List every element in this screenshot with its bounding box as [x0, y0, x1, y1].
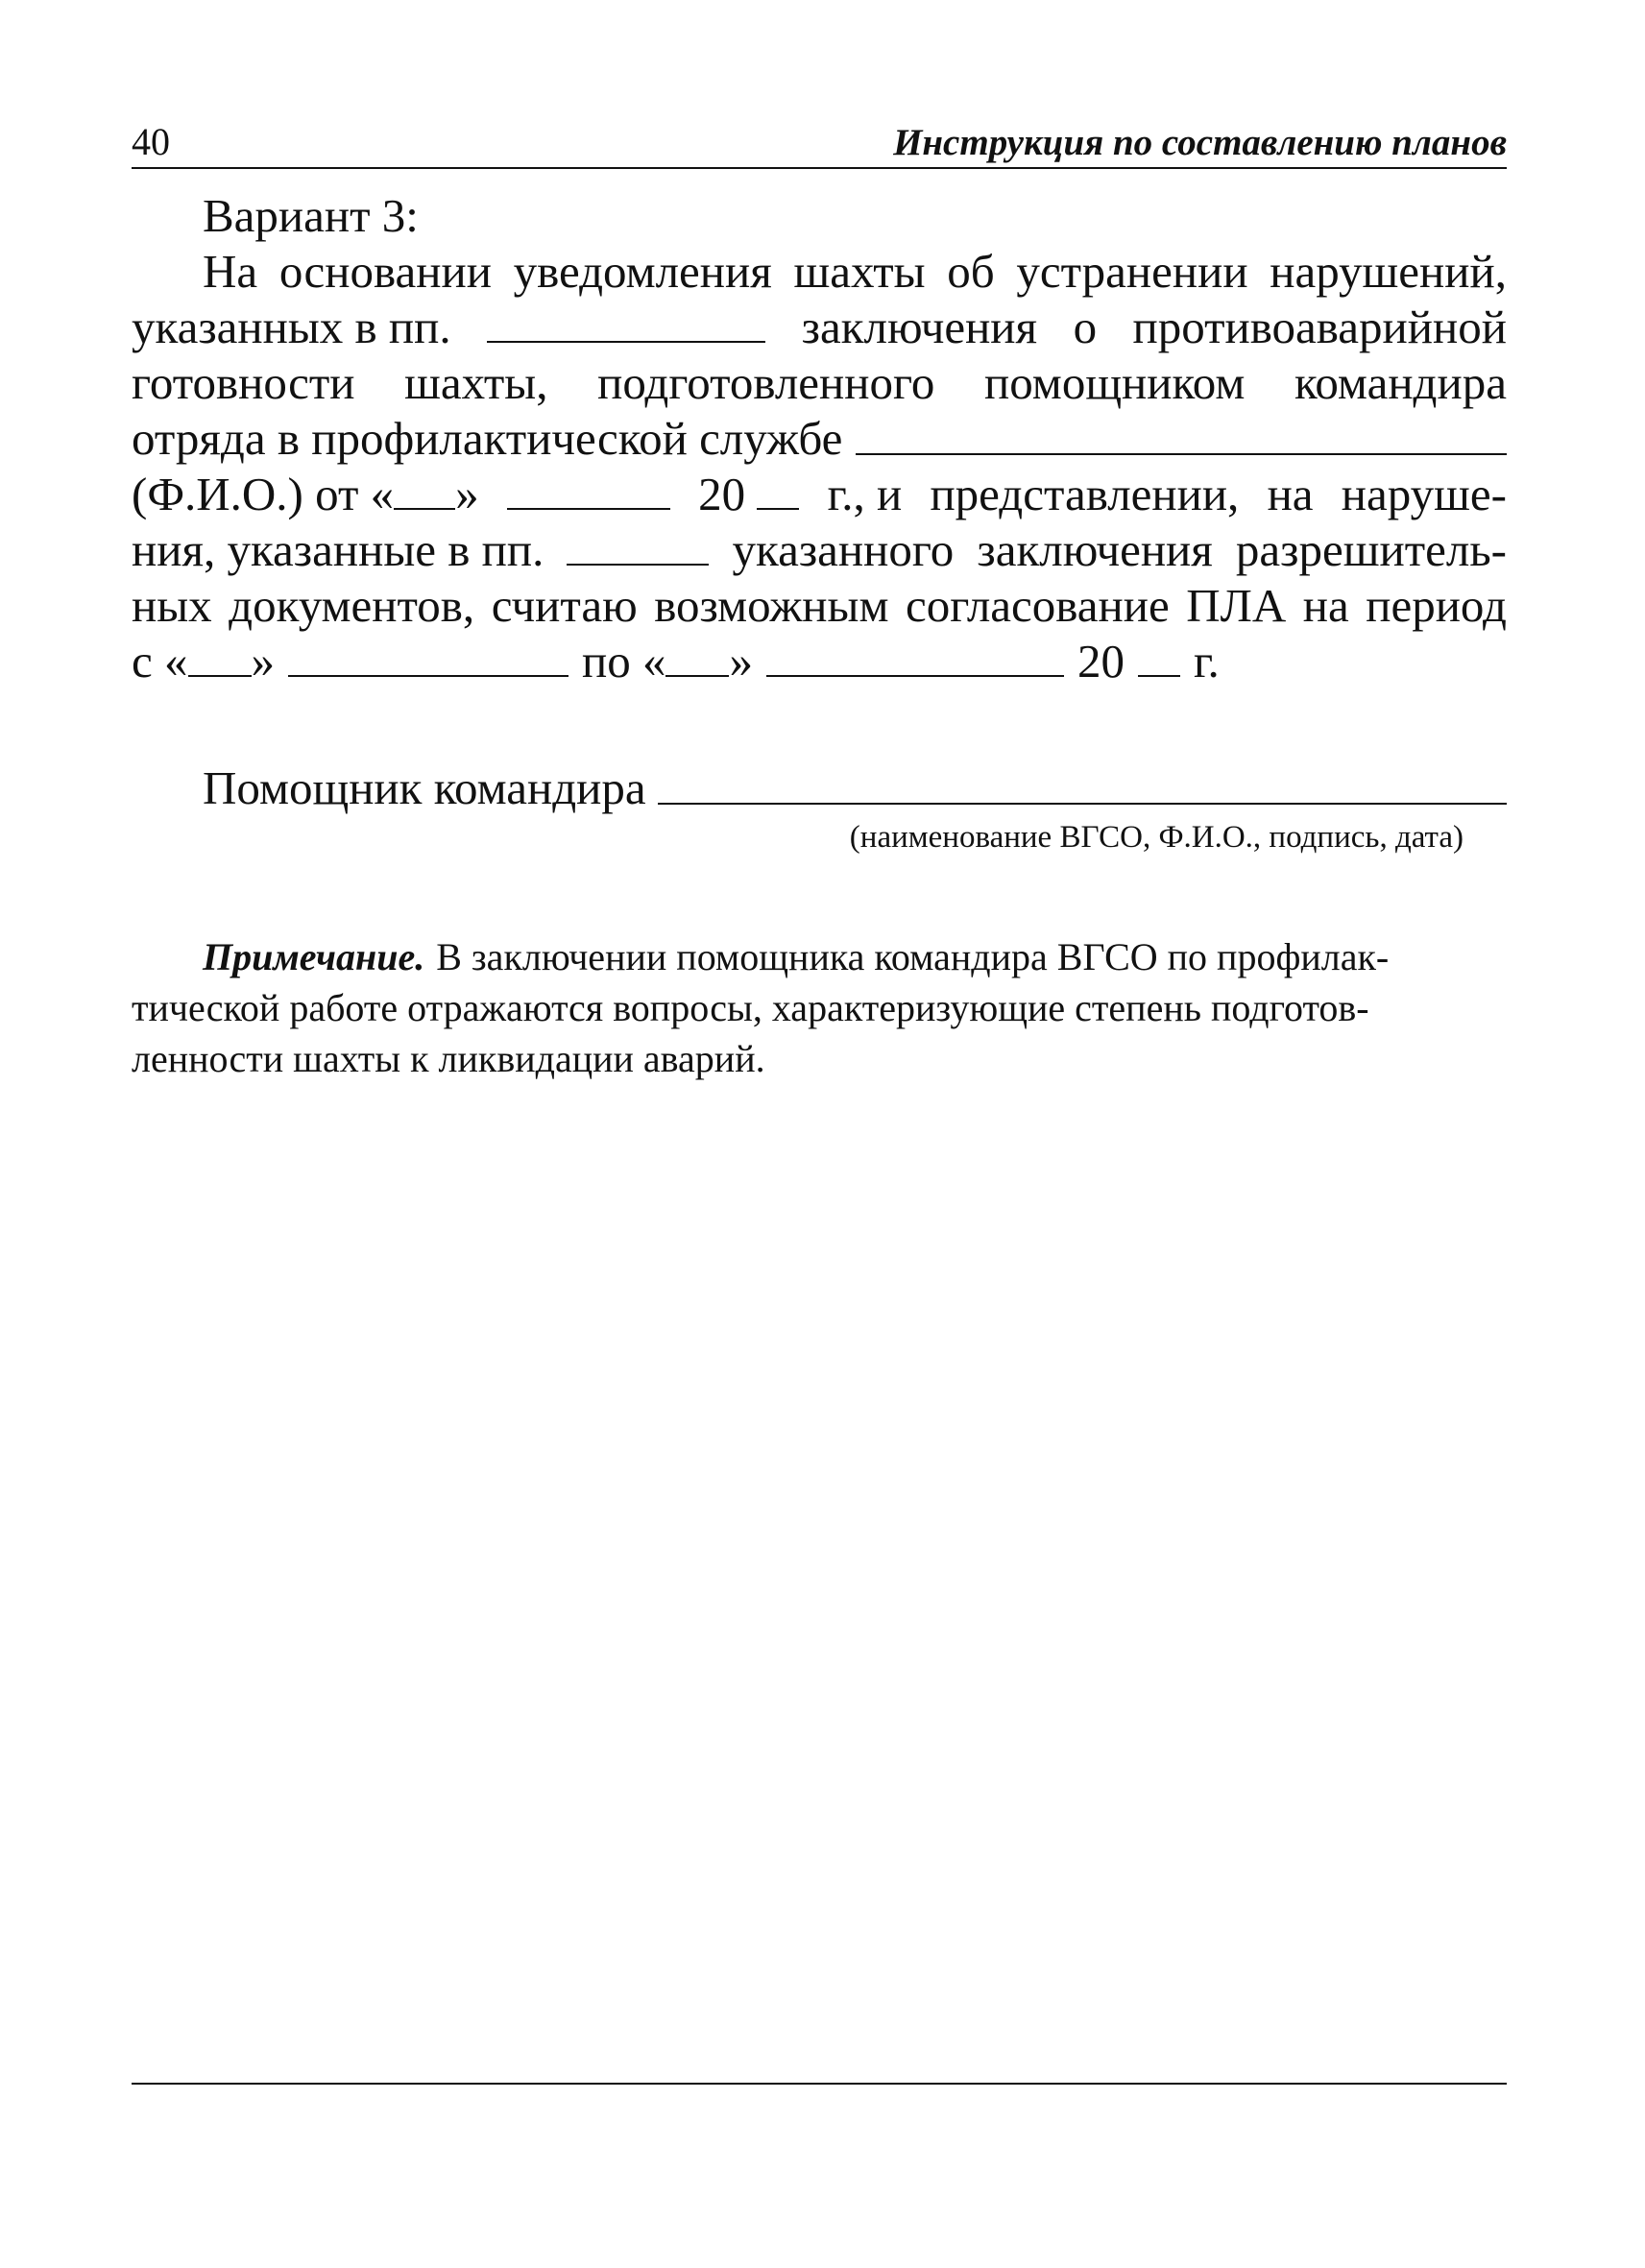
note-line-2	[132, 982, 1507, 1033]
word: 20	[1077, 635, 1125, 688]
text-line-7	[132, 578, 1507, 634]
text-line-2	[132, 300, 1507, 355]
variant-title-line	[132, 188, 1507, 244]
word: разрешитель-	[1235, 523, 1507, 576]
signature-line	[203, 760, 1507, 816]
to-day-blank-field[interactable]	[665, 673, 729, 677]
word: подготовленного	[597, 356, 935, 409]
signature-label: Помощник командира	[203, 761, 646, 814]
to-year-blank-field[interactable]	[1138, 673, 1180, 677]
word: с «	[132, 635, 188, 688]
word: считаю	[491, 579, 638, 632]
page-number: 40	[132, 120, 170, 163]
word: ния, указанные в пп.	[132, 523, 544, 576]
word: наруше-	[1341, 468, 1507, 520]
text-line-3	[132, 355, 1507, 411]
word: согласование	[905, 579, 1170, 632]
running-title: Инструкция по составлению планов	[893, 122, 1507, 163]
text-line-1	[132, 244, 1507, 300]
word: документов,	[229, 579, 475, 632]
word: указанных в пп.	[132, 301, 451, 353]
word: отряда в профилактической службе	[132, 412, 843, 465]
word: уведомления	[513, 245, 772, 298]
word: период	[1366, 579, 1507, 632]
page-content	[132, 188, 1507, 1084]
month-blank-field[interactable]	[507, 506, 670, 510]
word: на	[1302, 579, 1349, 632]
word: г., и	[827, 468, 903, 520]
service-name-blank-field[interactable]	[856, 451, 1507, 455]
items-blank-field[interactable]	[487, 339, 765, 343]
note	[132, 931, 1507, 1084]
from-day-blank-field[interactable]	[188, 673, 252, 677]
signature-blank-field[interactable]	[658, 801, 1507, 805]
footer-rule	[132, 2083, 1507, 2085]
word: ных	[132, 579, 212, 632]
word: основании	[278, 245, 492, 298]
note-line-3	[132, 1033, 1507, 1084]
main-text	[132, 188, 1507, 689]
word: помощником	[984, 356, 1246, 409]
text-line-5	[132, 467, 1507, 522]
word: г.	[1193, 635, 1220, 688]
word: представлении,	[930, 468, 1240, 520]
word: о	[1073, 301, 1098, 353]
word: устранении	[1016, 245, 1248, 298]
word: На	[203, 245, 258, 298]
word: указанного	[732, 523, 955, 576]
from-month-blank-field[interactable]	[288, 673, 568, 677]
signature-caption: (наименование ВГСО, Ф.И.О., подпись, дата)	[849, 820, 1464, 855]
text-line-4	[132, 411, 1507, 467]
word: »	[455, 468, 479, 520]
note-text: В заключении помощника командира ВГСО по профилак-	[436, 935, 1390, 978]
note-text: ленности шахты к ликвидации аварий.	[132, 1037, 765, 1080]
word: шахты	[793, 245, 926, 298]
page-header	[132, 113, 1507, 169]
word: по «	[582, 635, 666, 688]
word: »	[729, 635, 753, 688]
violation-items-blank-field[interactable]	[567, 562, 709, 566]
note-label: Примечание.	[203, 935, 425, 978]
text-line-6	[132, 522, 1507, 578]
word: 20	[698, 468, 746, 520]
note-line-1	[132, 931, 1507, 982]
word: командира	[1294, 356, 1507, 409]
to-month-blank-field[interactable]	[766, 673, 1064, 677]
word: »	[251, 635, 275, 688]
day-blank-field[interactable]	[394, 506, 455, 510]
year-blank-field[interactable]	[757, 506, 799, 510]
word: заключения	[801, 301, 1038, 353]
word: нарушений,	[1270, 245, 1507, 298]
word: противоаварийной	[1132, 301, 1507, 353]
word: (Ф.И.О.) от «	[132, 468, 395, 520]
text-line-8	[132, 634, 1507, 689]
variant-title: Вариант 3:	[203, 189, 419, 242]
note-text: тической работе отражаются вопросы, характеризующие степень подготов-	[132, 986, 1369, 1029]
word: готовности	[132, 356, 355, 409]
word: шахты,	[404, 356, 548, 409]
word: возможным	[654, 579, 889, 632]
word: ПЛА	[1186, 579, 1287, 632]
word: на	[1267, 468, 1314, 520]
word: заключения	[977, 523, 1213, 576]
signature-block	[132, 760, 1507, 857]
word: об	[947, 245, 995, 298]
